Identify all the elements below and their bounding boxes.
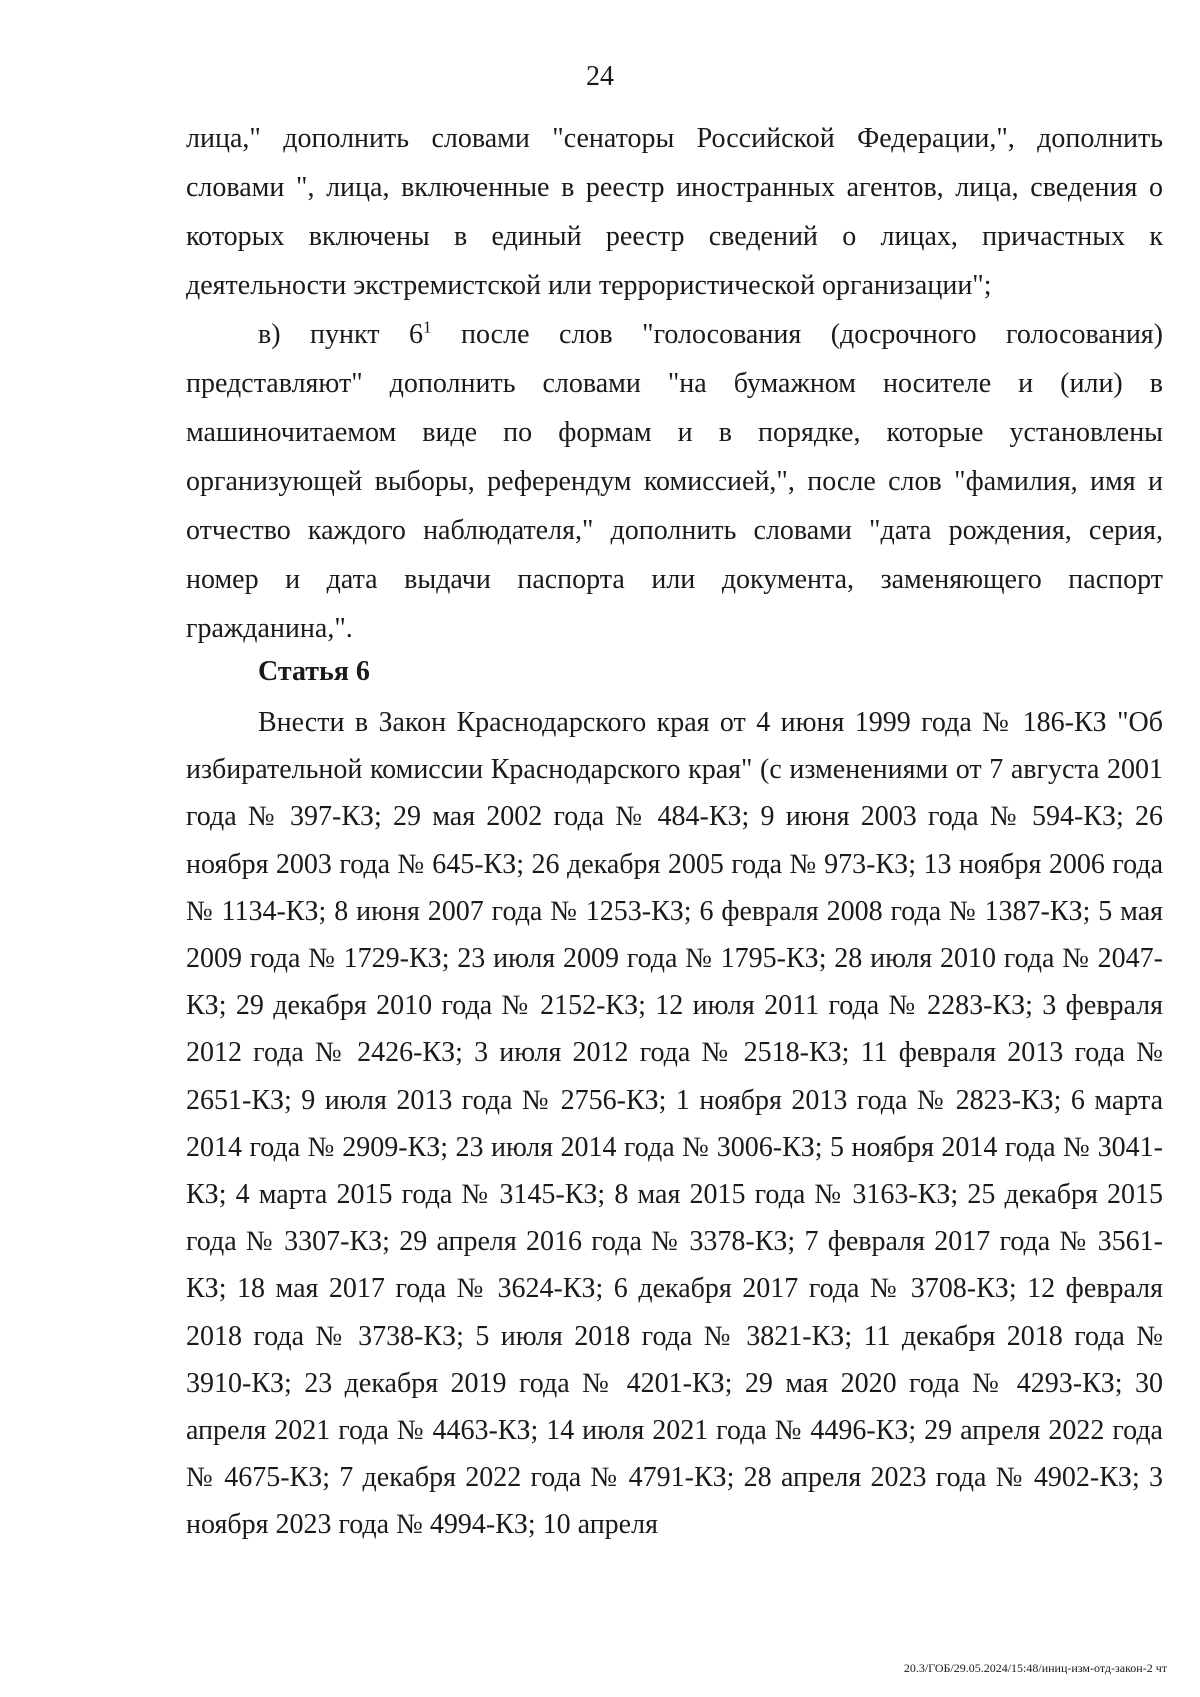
paragraph-item-v-start: в) пункт 6: [258, 319, 423, 350]
document-footer-code: 20.3/ГОБ/29.05.2024/15:48/иниц-изм-отд-закон-2 чт: [903, 1661, 1167, 1675]
article-heading: Статья 6: [258, 656, 370, 687]
text-block-article: [186, 699, 1163, 1549]
paragraph-item-v-rest: после слов "голосования (досрочного голосования) представляют" дополнить словами "на бумажном носителе и (или) в машиночитаемом виде по формам и в порядке, которые установлены организующей выборы, референдум комиссией,", после слов "фамилия, имя и отчество каждого наблюдателя," дополнить словами "дата рождения, серия, номер и дата выдачи паспорта или документа, заменяющего паспорт гражданина,".: [186, 319, 1164, 644]
paragraph-article-6: Внести в Закон Краснодарского края от 4 июня 1999 года № 186-КЗ "Об избирательной комиссии Краснодарского края" (с изменениями от 7 августа 2001 года № 397-КЗ; 29 мая 2002 года № 484-КЗ; 9 июня 2003 года № 594-КЗ; 26 ноября 2003 года № 645-КЗ; 26 декабря 2005 года № 973-КЗ; 13 ноября 2006 года № 1134-КЗ; 8 июня 2007 года № 1253-КЗ; 6 февраля 2008 года № 1387-КЗ; 5 мая 2009 года № 1729-КЗ; 23 июля 2009 года № 1795-КЗ; 28 июля 2010 года № 2047-КЗ; 29 декабря 2010 года № 2152-КЗ; 12 июля 2011 года № 2283-КЗ; 3 февраля 2012 года № 2426-КЗ; 3 июля 2012 года № 2518-КЗ; 11 февраля 2013 года № 2651-КЗ; 9 июля 2013 года № 2756-КЗ; 1 ноября 2013 года № 2823-КЗ; 6 марта 2014 года № 2909-КЗ; 23 июля 2014 года № 3006-КЗ; 5 ноября 2014 года № 3041-КЗ; 4 марта 2015 года № 3145-КЗ; 8 мая 2015 года № 3163-КЗ; 25 декабря 2015 года № 3307-КЗ; 29 апреля 2016 года № 3378-КЗ; 7 февраля 2017 года № 3561-КЗ; 18 мая 2017 года № 3624-КЗ; 6 декабря 2017 года № 3708-КЗ; 12 февраля 2018 года № 3738-КЗ; 5 июля 2018 года № 3821-КЗ; 11 декабря 2018 года № 3910-КЗ; 23 декабря 2019 года № 4201-КЗ; 29 мая 2020 года № 4293-КЗ; 30 апреля 2021 года № 4463-КЗ; 14 июля 2021 года № 4496-КЗ; 29 апреля 2022 года № 4675-КЗ; 7 декабря 2022 года № 4791-КЗ; 28 апреля 2023 года № 4902-КЗ; 3 ноября 2023 года № 4994-КЗ; 10 апреля: [186, 707, 1163, 1541]
text-block-top: [186, 114, 1163, 653]
page-number: 24: [586, 61, 614, 92]
paragraph-continuation: лица," дополнить словами "сенаторы Российской Федерации,", дополнить словами ", лица, включенные в реестр иностранных агентов, лица, сведения о которых включены в единый реестр сведений о лицах, причастных к деятельности экстремистской или террористической организации";: [186, 123, 1163, 301]
paragraph-item-v: [186, 310, 1163, 653]
superscript-marker: 1: [423, 317, 432, 337]
